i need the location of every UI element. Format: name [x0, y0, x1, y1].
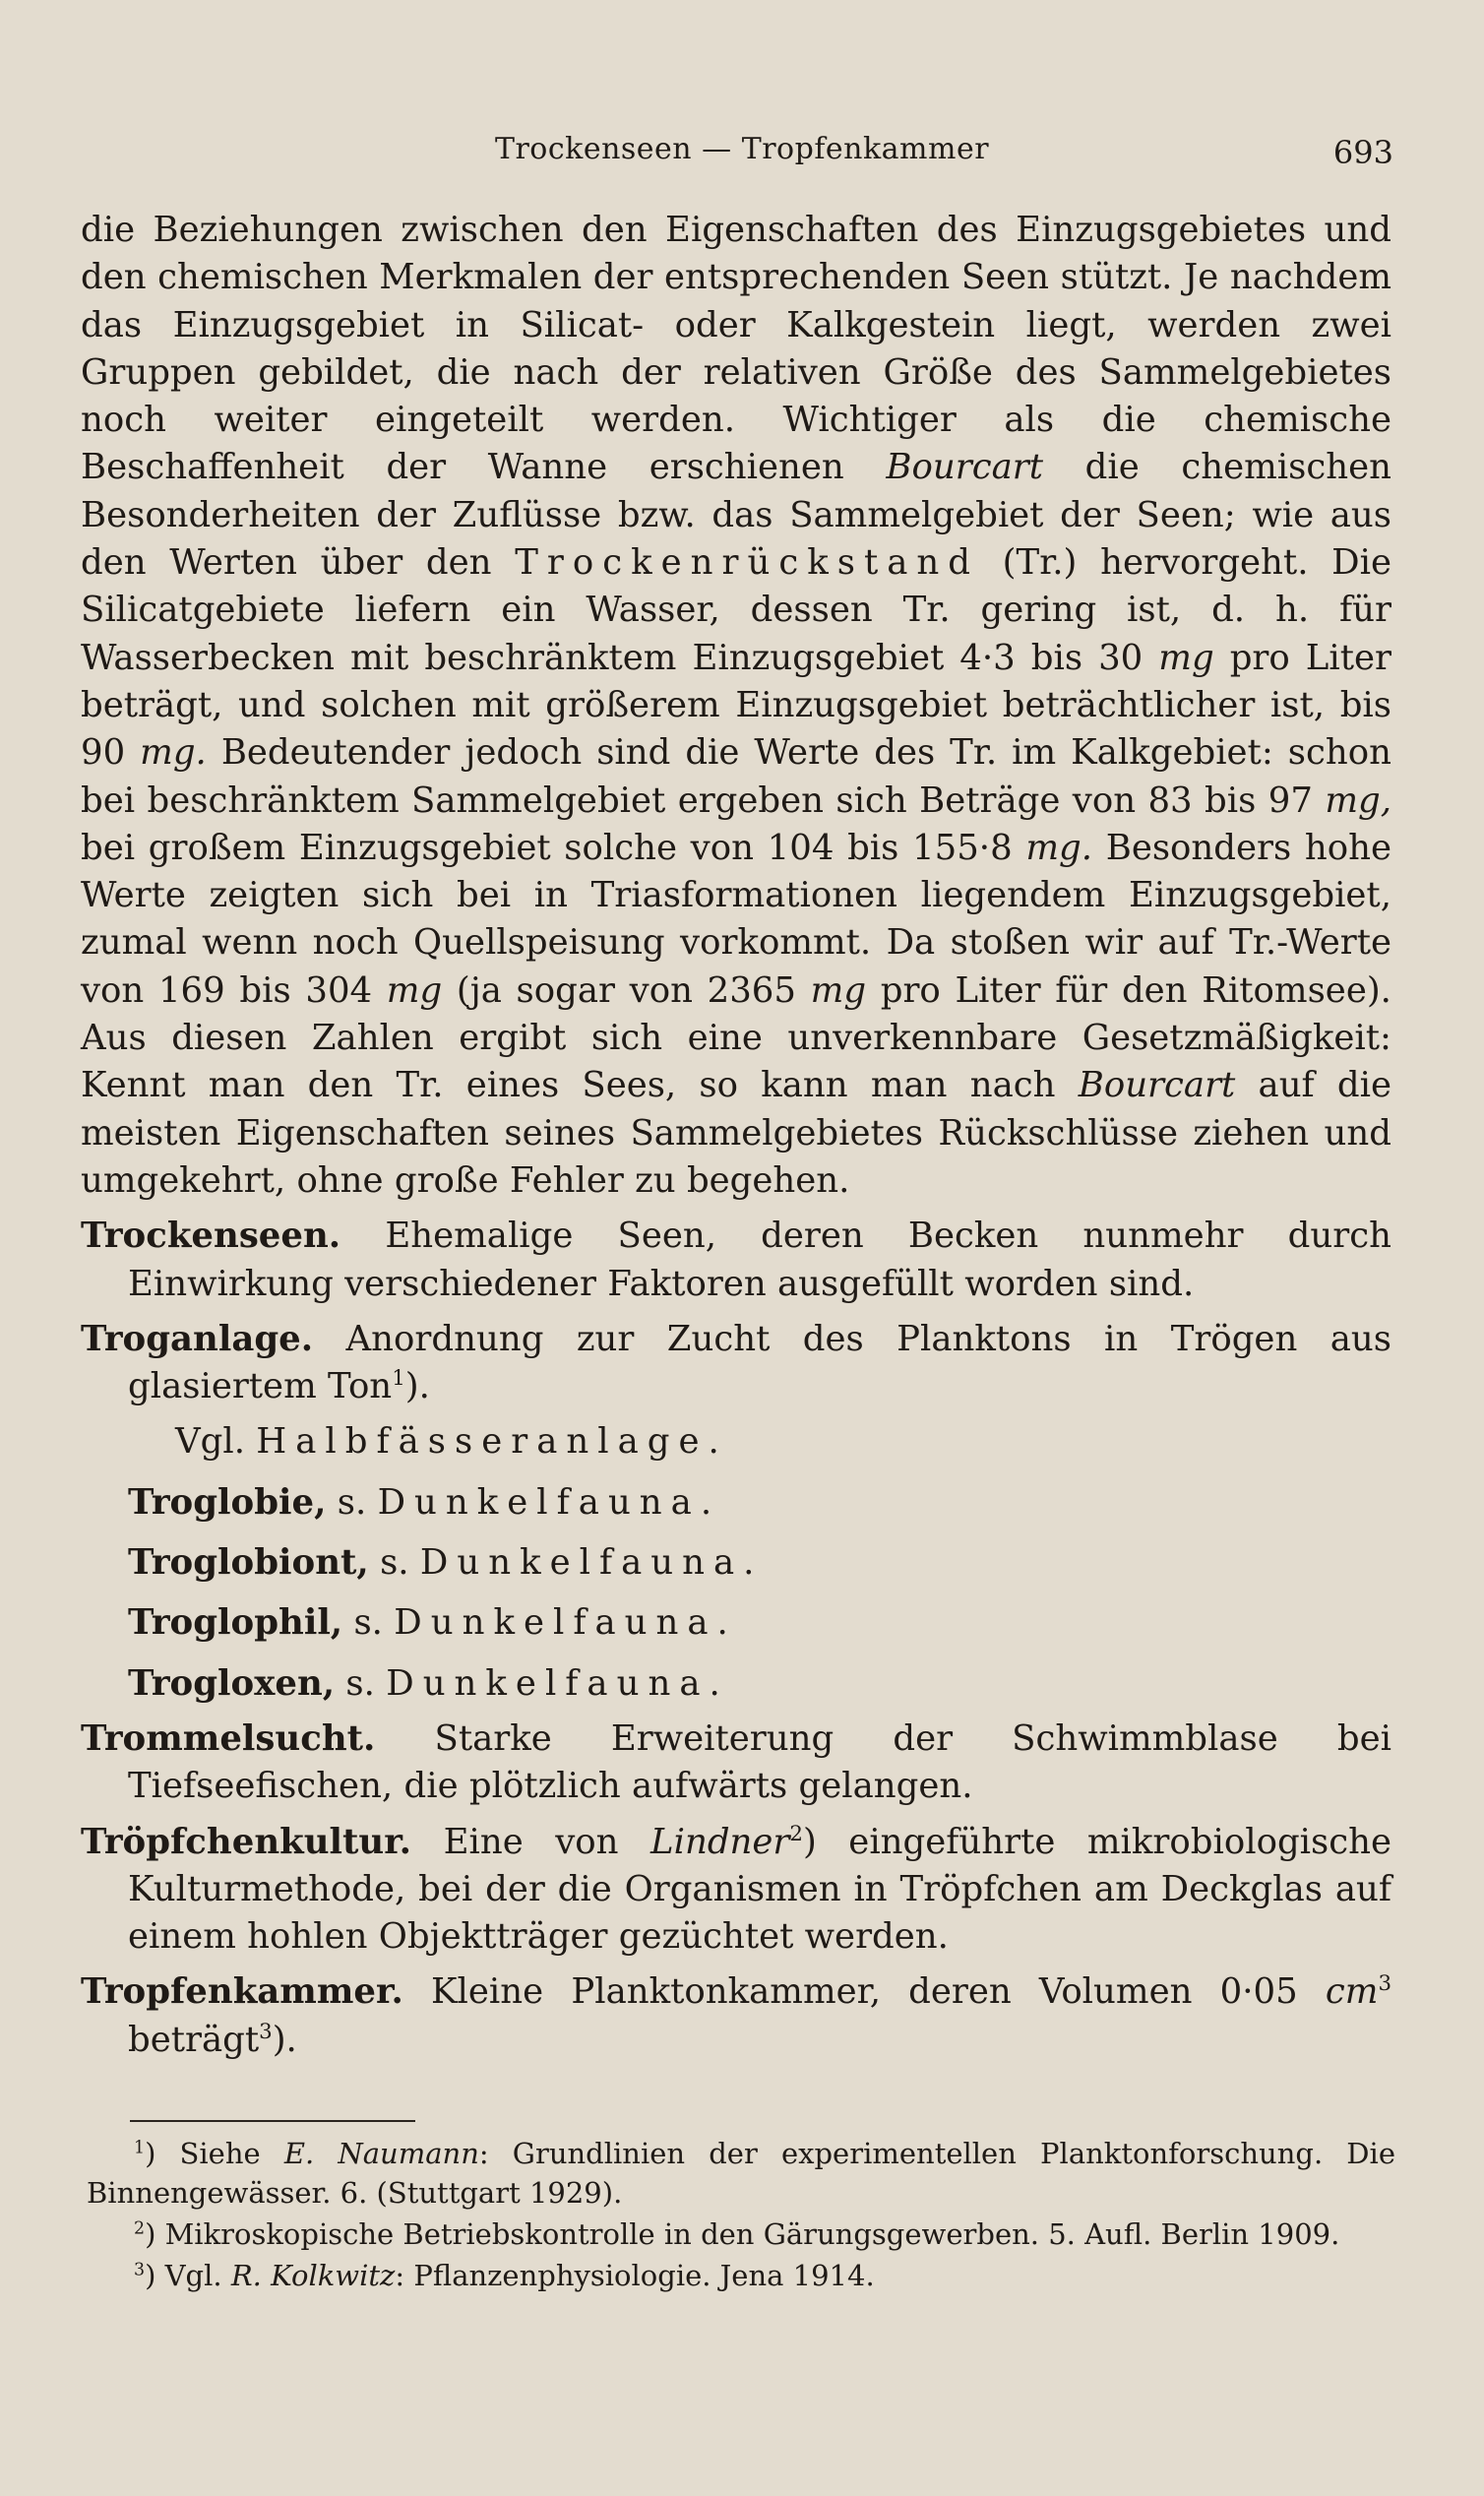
entry-term: Trommelsucht. — [81, 1717, 376, 1759]
author-name: R. Kolkwitz — [230, 2259, 396, 2292]
entry-trogloxen — [128, 1660, 1391, 1708]
entry-troepfchenkultur — [81, 1819, 1391, 1962]
text-run: pro Liter für den Ritomsee). Aus diesen Zahlen ergibt sich eine unverkennbare Gesetzmäßigkeit: Kennt man den Tr. eines Sees, so kann man nach — [81, 969, 1391, 1106]
unit: mg. — [140, 732, 207, 774]
entry-troganlage — [81, 1316, 1391, 1411]
entry-term: Troglophil, — [128, 1602, 343, 1644]
text-run: ) Siehe — [145, 2137, 261, 2170]
unit: mg — [1158, 637, 1214, 678]
text-run: . — [716, 1602, 728, 1644]
spaced-term: Halbfässeranlage — [256, 1421, 709, 1463]
page-number: 693 — [1332, 134, 1393, 171]
entry-term: Troganlage. — [81, 1318, 314, 1359]
text-run: ). — [404, 1366, 430, 1407]
footnote-number: 2 — [134, 2218, 146, 2239]
footnote-rule — [130, 2120, 415, 2122]
text-run: . — [709, 1662, 720, 1704]
entry-term: Troglobiont, — [128, 1542, 369, 1584]
footnote-text: : Grundlinien der experimentellen Planktonforschung. Die Binnengewässer. 6. (Stuttgart 1929). — [87, 2137, 1395, 2210]
entry-term: Trockenseen. — [81, 1216, 341, 1257]
text-run: bei großem Einzugsgebiet solche von 104 bis 155·8 — [81, 827, 1013, 868]
author-name: E. Naumann — [283, 2137, 479, 2170]
entry-troglobiont — [128, 1539, 1391, 1587]
text-run: Eine von — [443, 1821, 619, 1862]
author-name: Bourcart — [886, 447, 1043, 488]
entry-term: Troglobie, — [128, 1481, 327, 1523]
spaced-term: Dunkelfauna — [394, 1602, 717, 1644]
text-run: ) Vgl. — [145, 2259, 222, 2292]
entry-term: Tropfenkammer. — [81, 1971, 403, 2013]
text-run: auf die meisten Eigenschaften seines Sammelgebietes Rückschlüsse ziehen und umgekehrt, ohne große Fehler zu begehen. — [81, 1065, 1391, 1201]
text-run: . — [743, 1542, 755, 1584]
unit: cm — [1325, 1971, 1379, 2013]
entry-tropfenkammer — [81, 1968, 1391, 2064]
footnote-text: : Pflanzenphysiologie. Jena 1914. — [395, 2259, 875, 2292]
entry-definition: Kleine Planktonkammer, deren Volumen 0·05 — [431, 1971, 1298, 2013]
main-text — [81, 207, 1391, 2064]
spaced-term: Dunkelfauna — [419, 1542, 744, 1584]
footnote-marker: 1 — [392, 1366, 405, 1392]
text-run: Vgl. — [175, 1421, 245, 1463]
entry-term: Tröpfchenkultur. — [81, 1821, 412, 1862]
continuation-paragraph — [81, 207, 1391, 1205]
entry-definition: Ehemalige Seen, deren Becken nunmehr durch Einwirkung verschiedener Faktoren ausgefüllt worden sind. — [128, 1216, 1391, 1304]
text-run: Bedeutender jedoch sind die Werte des Tr. im Kalkgebiet: schon bei beschränktem Sammelgebiet ergeben sich Beträge von 83 bis 97 — [81, 732, 1391, 821]
entry-trockenseen — [81, 1213, 1391, 1308]
footnote-1 — [87, 2134, 1395, 2213]
text-run: s. — [353, 1602, 383, 1644]
text-run: pro Liter beträgt, und solchen mit größerem Einzugsgebiet beträchtlicher ist, bis 90 — [81, 637, 1391, 774]
text-run: . — [700, 1481, 712, 1523]
unit: mg, — [1325, 780, 1391, 821]
unit: mg — [810, 969, 867, 1011]
text-run: . — [708, 1421, 719, 1463]
running-head: Trockenseen — Tropfenkammer — [494, 132, 990, 166]
entry-trommelsucht — [81, 1716, 1391, 1811]
footnote-text: ) Mikroskopische Betriebskontrolle in den Gärungsgewerben. 5. Aufl. Berlin 1909. — [145, 2217, 1340, 2251]
author-name: Lindner — [650, 1821, 790, 1862]
cross-reference — [175, 1418, 1391, 1466]
author-name: Bourcart — [1078, 1065, 1236, 1106]
entry-definition: Starke Erweiterung der Schwimmblase bei Tiefseefischen, die plötzlich aufwärts gelangen. — [128, 1717, 1391, 1807]
text-run: ). — [272, 2019, 297, 2060]
entry-term: Trogloxen, — [128, 1662, 336, 1704]
page-header — [0, 126, 1484, 175]
text-run: die chemischen Besonderheiten der Zuflüsse bzw. das Sammelgebiet der Seen; wie aus den Werten über den — [81, 447, 1391, 584]
footnote-3 — [87, 2256, 1395, 2295]
entry-troglophil — [128, 1599, 1391, 1647]
unit: mg — [386, 969, 443, 1011]
text-run: s. — [345, 1662, 375, 1704]
entry-troglobie — [128, 1479, 1391, 1527]
footnote-number: 3 — [134, 2260, 146, 2280]
spaced-term: Dunkelfauna — [386, 1662, 710, 1704]
spaced-term: Dunkelfauna — [377, 1481, 701, 1523]
footnotes — [87, 2134, 1395, 2297]
text-run: Besonders hohe Werte zeigten sich bei in Triasformationen liegendem Einzugsgebiet, zumal wenn noch Quellspeisung vorkommt. Da stoßen wir auf Tr.-Werte von 169 bis 304 — [81, 827, 1391, 1011]
text-run: die Beziehungen zwischen den Eigenschaften des Einzugsgebietes und den chemischen Merkmalen der entsprechenden Seen stützt. Je nachdem das Einzugsgebiet in Silicat- oder Kalkgestein liegt, werden zwei Gruppen gebildet, die nach der relativen Größe des Sammelgebietes noch weiter eingeteilt werden. Wichtiger als die chemische Beschaffenheit der Wanne erschienen — [81, 210, 1391, 488]
unit-exponent: 3 — [1378, 1971, 1391, 1997]
entry-definition: ) eingeführte mikrobiologische Kulturmethode, bei der die Organismen in Tröpfchen am Deckglas auf einem hohlen Objektträger gezüchtet werden. — [128, 1821, 1391, 1958]
text-run: (ja sogar von 2365 — [456, 969, 796, 1011]
text-run: s. — [380, 1542, 409, 1584]
text-run: beträgt — [128, 2019, 260, 2060]
entry-definition: Anordnung zur Zucht des Planktons in Trögen aus glasiertem Ton — [128, 1318, 1391, 1407]
text-run: (Tr.) hervorgeht. Die Silicatgebiete liefern ein Wasser, dessen Tr. gering ist, d. h. für Wasserbecken mit beschränktem Einzugsgebiet 4·3 bis 30 — [81, 542, 1391, 678]
text-run: s. — [337, 1481, 367, 1523]
footnote-marker: 3 — [259, 2019, 273, 2044]
unit: mg. — [1025, 827, 1093, 868]
spaced-term: Trockenrückstand — [515, 542, 979, 584]
footnote-2 — [87, 2215, 1395, 2254]
footnote-marker: 2 — [789, 1821, 803, 1846]
footnote-number: 1 — [134, 2138, 146, 2158]
